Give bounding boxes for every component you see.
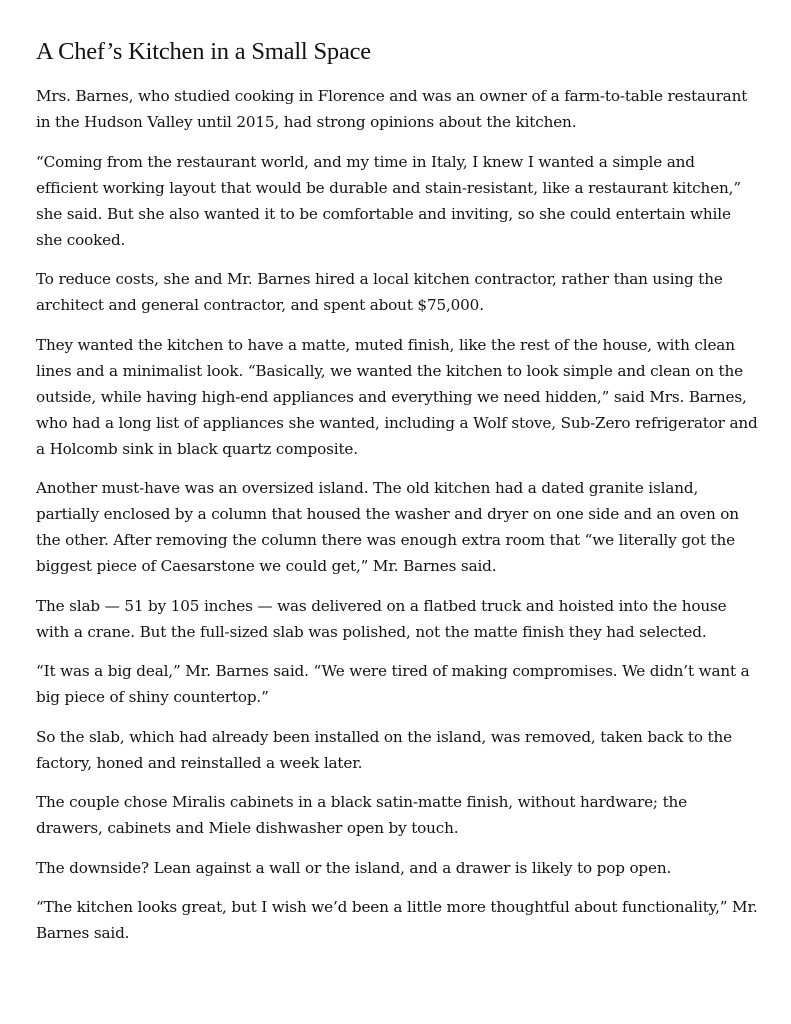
paragraph-4: They wanted the kitchen to have a matte, muted finish, like the rest of the house, with clean lines and a minimalist look. “Basically, we wanted the kitchen to look simple and clean on the outside, while having high-end appliances and everything we need hidden,” said Mrs. Barnes, who had a long list of appliances she wanted, including a Wolf stove, Sub-Zero refrigerator and a Holcomb sink in black quartz composite.	[36, 335, 758, 458]
paragraph-6: The slab — 51 by 105 inches — was delivered on a flatbed truck and hoisted into the house with a crane. But the full-sized slab was polished, not the matte finish they had selected.	[36, 596, 727, 641]
article-headline: A Chef’s Kitchen in a Small Space	[36, 38, 371, 65]
paragraph-3: To reduce costs, she and Mr. Barnes hired a local kitchen contractor, rather than using the architect and general contractor, and spent about $75,000.	[36, 270, 723, 314]
paragraph-10: The downside? Lean against a wall or the island, and a drawer is likely to pop open.	[36, 858, 672, 877]
article	[36, 36, 758, 960]
paragraph-2: “Coming from the restaurant world, and my time in Italy, I knew I wanted a simple and efficient working layout that would be durable and stain-resistant, like a restaurant kitchen,” she said. But she also wanted it to be comfortable and inviting, so she could entertain while she cooked.	[36, 152, 741, 249]
paragraph-5: Another must-have was an oversized island. The old kitchen had a dated granite island, partially enclosed by a column that housed the washer and dryer on one side and an oven on the other. After removing the column there was enough extra room that “we literally got the biggest piece of Caesarstone we could get,” Mr. Barnes said.	[36, 479, 739, 575]
paragraph-1: Mrs. Barnes, who studied cooking in Florence and was an owner of a farm-to-table restaurant in the Hudson Valley until 2015, had strong opinions about the kitchen.	[36, 87, 748, 131]
paragraph-7: “It was a big deal,” Mr. Barnes said. “We were tired of making compromises. We didn’t want a big piece of shiny countertop.”	[36, 662, 750, 706]
paragraph-9: The couple chose Miralis cabinets in a black satin-matte finish, without hardware; the drawers, cabinets and Miele dishwasher open by touch.	[36, 793, 687, 837]
article-body	[36, 83, 758, 946]
paragraph-11: “The kitchen looks great, but I wish we’d been a little more thoughtful about functionality,” Mr. Barnes said.	[36, 898, 758, 942]
paragraph-8: So the slab, which had already been installed on the island, was removed, taken back to the factory, honed and reinstalled a week later.	[36, 727, 732, 772]
